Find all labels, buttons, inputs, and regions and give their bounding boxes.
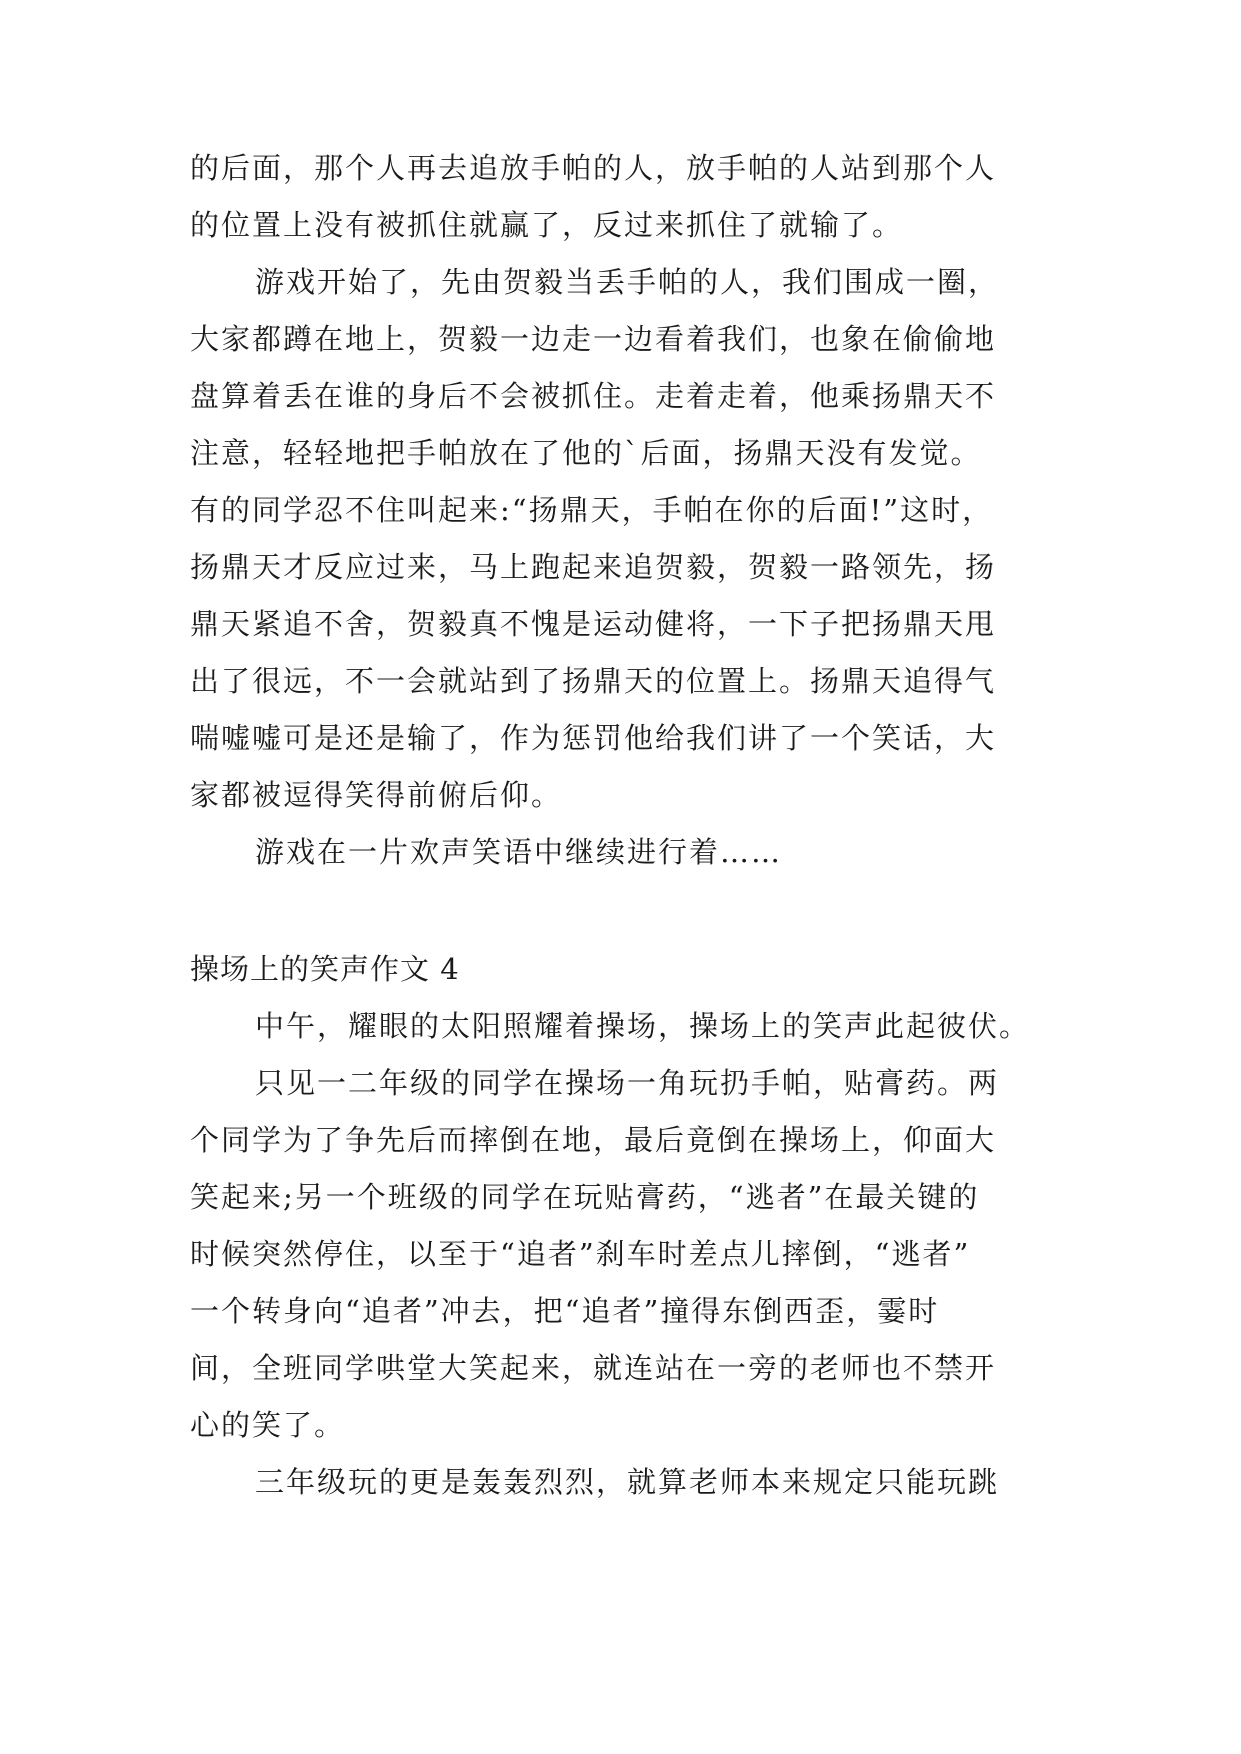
paragraph-line: 一个转身向“追者”冲去，把“追者”撞得东倒西歪，霎时 <box>190 1294 940 1328</box>
paragraph-line: 笑起来;另一个班级的同学在玩贴膏药，“逃者”在最关键的 <box>190 1180 980 1214</box>
paragraph-line: 游戏开始了，先由贺毅当丢手帕的人，我们围成一圈， <box>255 265 1000 299</box>
paragraph-line: 时候突然停住，以至于“追者”刹车时差点儿摔倒，“逃者” <box>190 1237 971 1271</box>
paragraph-line: 三年级玩的更是轰轰烈烈，就算老师本来规定只能玩跳 <box>255 1465 1000 1499</box>
paragraph-line: 有的同学忍不住叫起来:“扬鼎天，手帕在你的后面!”这时， <box>190 493 994 527</box>
paragraph-line: 中午，耀眼的太阳照耀着操场，操场上的笑声此起彼伏。 <box>255 1009 1031 1043</box>
paragraph-line: 出了很远，不一会就站到了扬鼎天的位置上。扬鼎天追得气 <box>190 664 997 698</box>
paragraph-line: 大家都蹲在地上，贺毅一边走一边看着我们，也象在偷偷地 <box>190 322 997 356</box>
paragraph-line: 个同学为了争先后而摔倒在地，最后竟倒在操场上，仰面大 <box>190 1123 997 1157</box>
paragraph-line: 家都被逗得笑得前俯后仰。 <box>190 778 563 812</box>
paragraph-line: 只见一二年级的同学在操场一角玩扔手帕，贴膏药。两 <box>255 1066 1000 1100</box>
paragraph-line: 盘算着丢在谁的身后不会被抓住。走着走着，他乘扬鼎天不 <box>190 379 997 413</box>
paragraph-line: 游戏在一片欢声笑语中继续进行着…… <box>255 835 783 869</box>
paragraph-line: 的位置上没有被抓住就赢了，反过来抓住了就输了。 <box>190 208 904 242</box>
paragraph-line: 扬鼎天才反应过来，马上跑起来追贺毅，贺毅一路领先，扬 <box>190 550 997 584</box>
paragraph-line: 喘嘘嘘可是还是输了，作为惩罚他给我们讲了一个笑话，大 <box>190 721 997 755</box>
paragraph-line: 鼎天紧追不舍，贺毅真不愧是运动健将，一下子把扬鼎天甩 <box>190 607 997 641</box>
paragraph-line: 心的笑了。 <box>190 1408 346 1442</box>
paragraph-line: 间，全班同学哄堂大笑起来，就连站在一旁的老师也不禁开 <box>190 1351 997 1385</box>
section-heading: 操场上的笑声作文 4 <box>190 952 460 986</box>
paragraph-line: 的后面，那个人再去追放手帕的人，放手帕的人站到那个人 <box>190 151 997 185</box>
paragraph-line: 注意，轻轻地把手帕放在了他的`后面，扬鼎天没有发觉。 <box>190 436 982 470</box>
